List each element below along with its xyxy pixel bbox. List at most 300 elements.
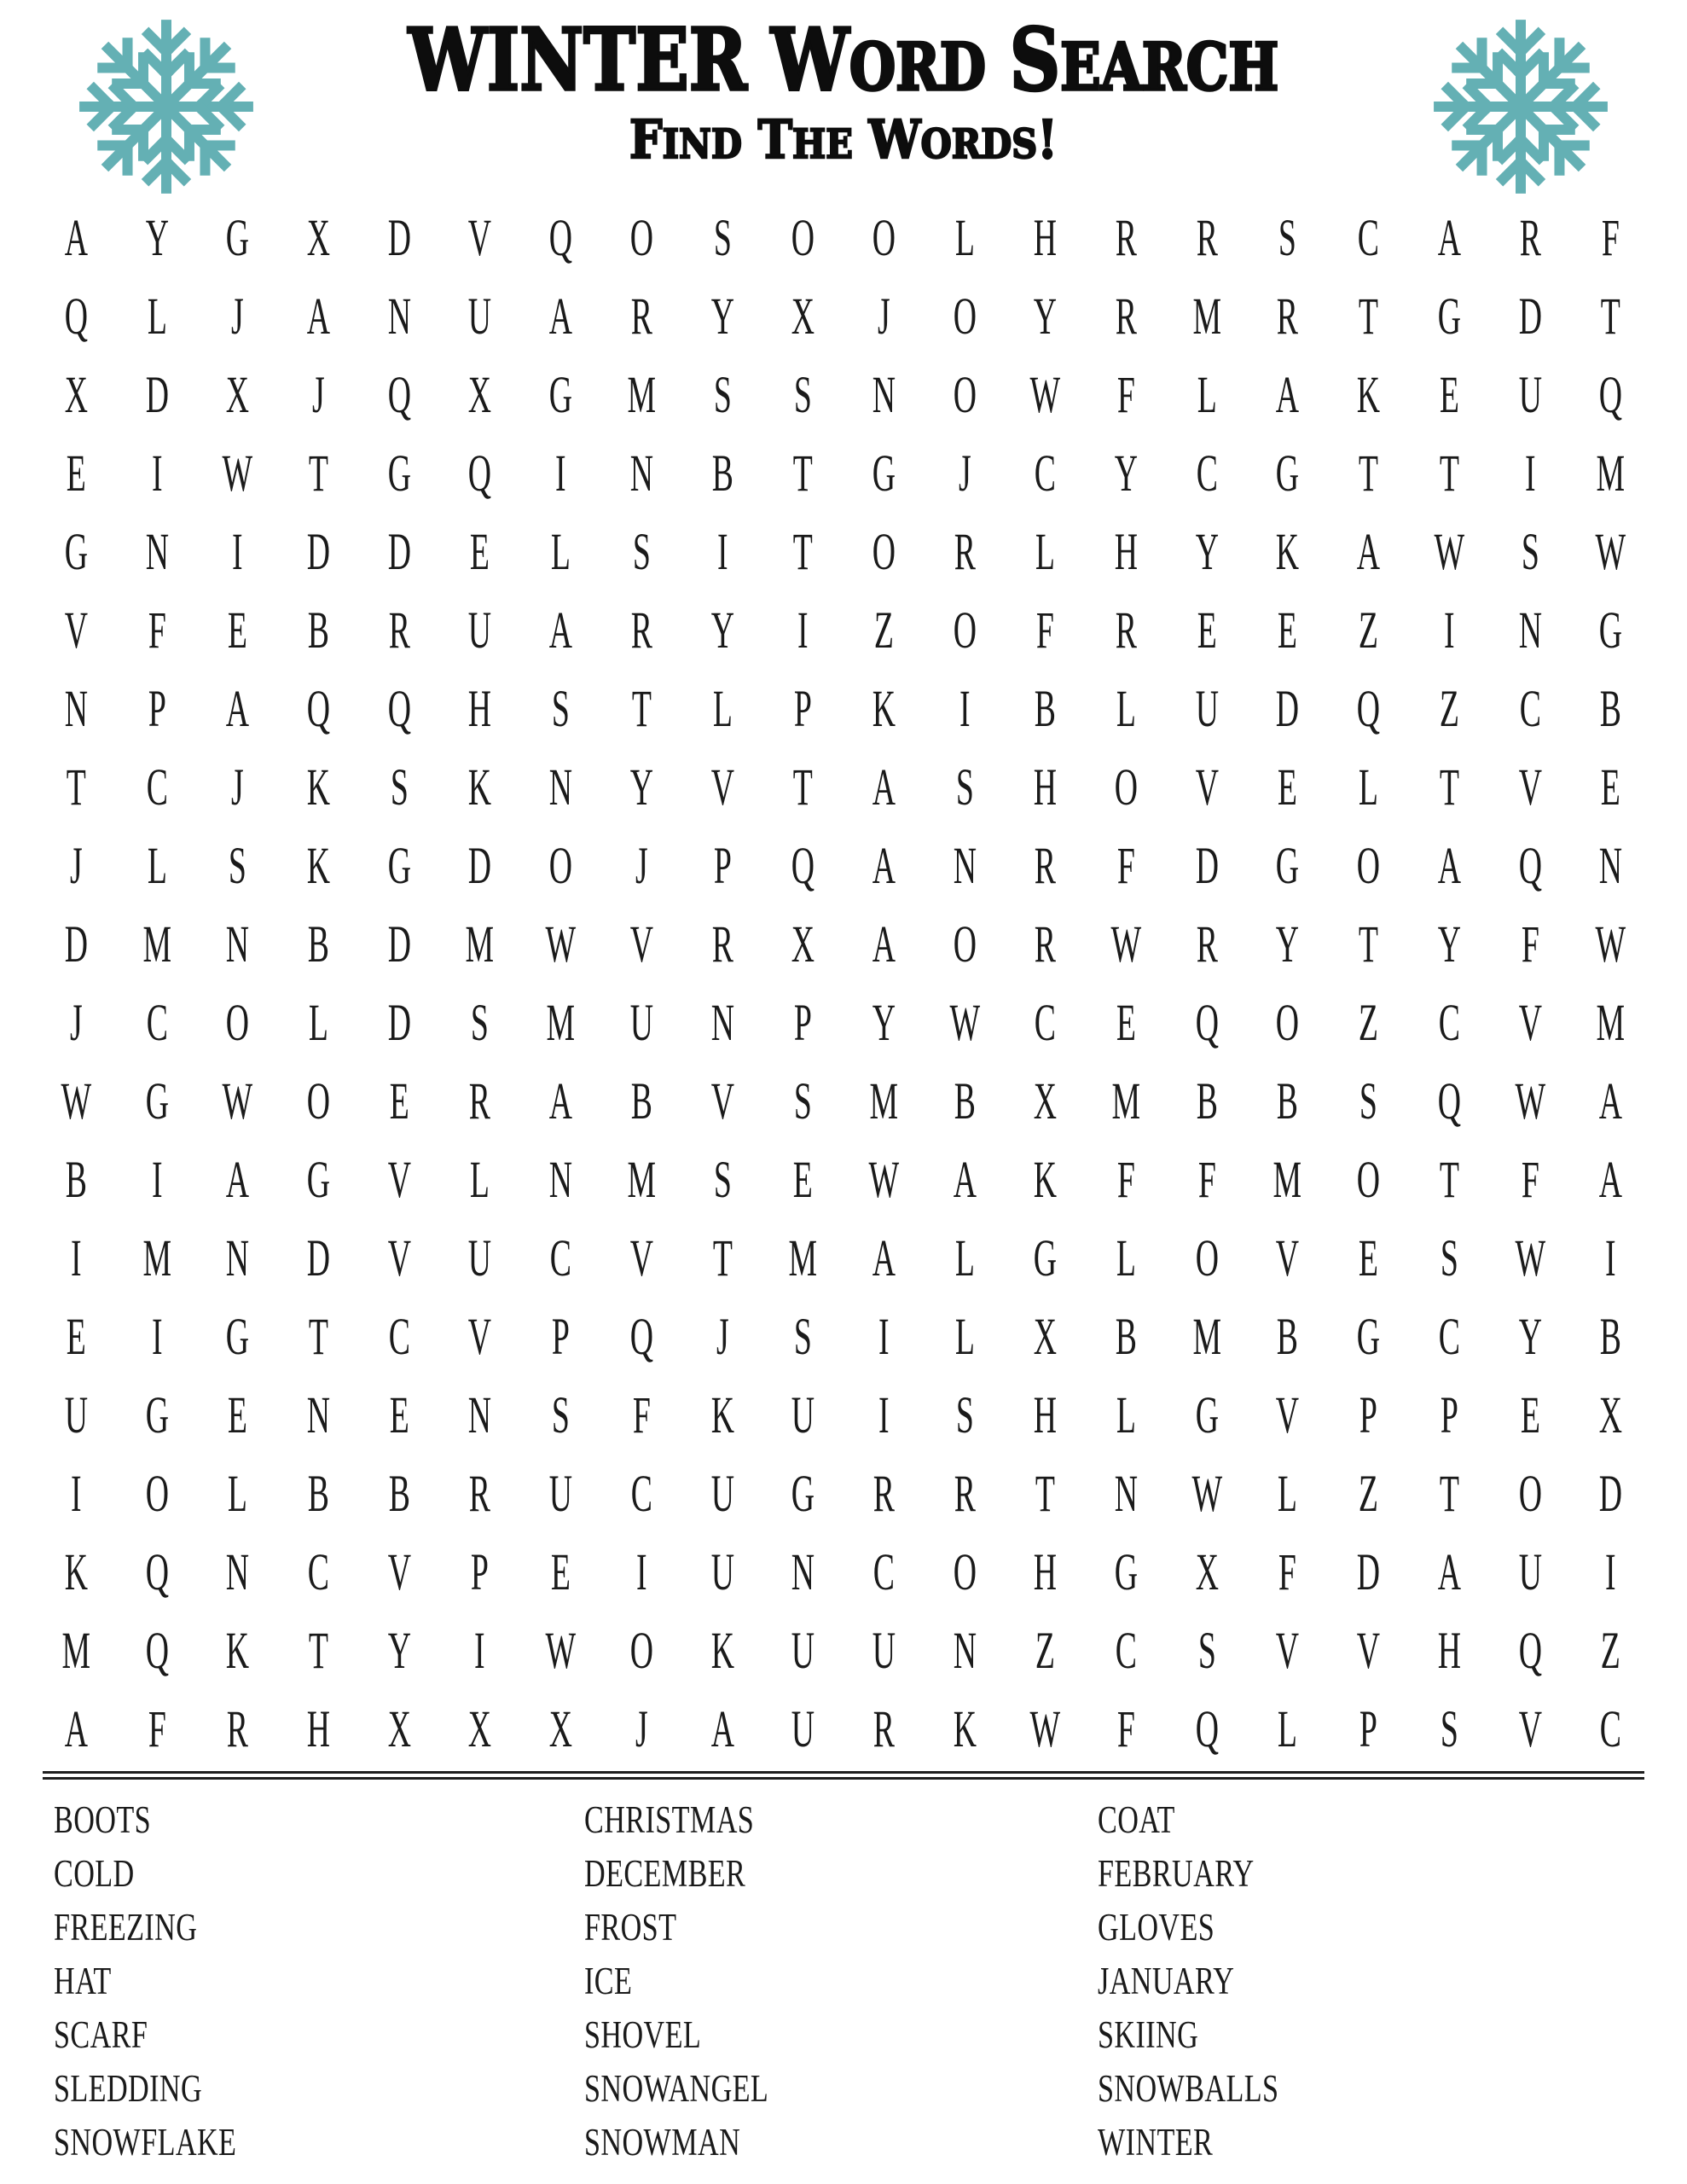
word-item: FROST (584, 1906, 677, 1949)
grid-cell: L (1116, 1228, 1136, 1287)
grid-cell: C (1035, 992, 1057, 1051)
grid-cell: T (1601, 286, 1621, 345)
grid-cell: S (1359, 1071, 1378, 1130)
grid-cell: G (145, 1071, 169, 1130)
grid-cell: R (1115, 207, 1138, 266)
snowflake-right-icon (1428, 14, 1614, 200)
grid-cell: Y (1276, 914, 1300, 973)
grid-cell: K (306, 835, 331, 894)
grid-cell: W (1191, 1463, 1222, 1522)
grid-cell: W (1595, 521, 1626, 580)
grid-cell: U (791, 1385, 815, 1443)
grid-cell: U (710, 1542, 734, 1600)
grid-cell: K (953, 1699, 977, 1757)
grid-cell: G (872, 443, 896, 502)
grid-cell: B (630, 1071, 652, 1130)
grid-cell: F (1197, 1149, 1216, 1208)
grid-cell: E (1601, 757, 1621, 816)
grid-cell: M (1192, 286, 1221, 345)
grid-cell: I (878, 1385, 890, 1443)
grid-cell: G (1437, 286, 1461, 345)
grid-cell: R (630, 600, 652, 659)
grid-cell: D (1356, 1542, 1381, 1600)
grid-cell: C (146, 757, 168, 816)
grid-cell: H (1034, 1542, 1058, 1600)
grid-cell: R (711, 914, 733, 973)
grid-cell: A (548, 286, 573, 345)
word-item: SHOVEL (584, 2013, 702, 2056)
grid-cell: G (1276, 835, 1300, 894)
grid-cell: N (226, 914, 250, 973)
grid-cell: M (788, 1228, 818, 1287)
grid-cell: G (1599, 600, 1623, 659)
grid-cell: A (226, 678, 250, 737)
grid-cell: N (872, 364, 896, 423)
grid-cell: A (1599, 1149, 1623, 1208)
page-header (0, 0, 1687, 198)
grid-cell: O (1114, 757, 1139, 816)
grid-cell: D (387, 914, 411, 973)
grid-cell: Q (1195, 1699, 1219, 1757)
grid-cell: O (1356, 1149, 1381, 1208)
grid-cell: T (793, 521, 814, 580)
grid-cell: N (791, 1542, 815, 1600)
word-item: CHRISTMAS (584, 1798, 755, 1841)
grid-cell: X (1034, 1071, 1058, 1130)
grid-cell: E (1520, 1385, 1540, 1443)
grid-cell: E (793, 1149, 814, 1208)
grid-cell: N (226, 1228, 250, 1287)
grid-cell: S (713, 207, 732, 266)
grid-cell: I (151, 443, 163, 502)
grid-cell: M (627, 1149, 657, 1208)
grid-cell: I (1605, 1228, 1616, 1287)
grid-cell: W (1515, 1071, 1545, 1130)
grid-cell: U (791, 1699, 815, 1757)
grid-cell: E (551, 1542, 571, 1600)
grid-cell: X (791, 286, 815, 345)
grid-cell: Q (548, 207, 573, 266)
grid-cell: R (1196, 207, 1218, 266)
grid-cell: W (1029, 364, 1061, 423)
grid-cell: Y (1195, 521, 1219, 580)
grid-cell: A (64, 207, 88, 266)
grid-cell: R (872, 1699, 895, 1757)
grid-cell: O (953, 286, 977, 345)
grid-cell: S (955, 1385, 974, 1443)
grid-cell: D (1276, 678, 1300, 737)
grid-cell: K (64, 1542, 88, 1600)
grid-cell: A (953, 1149, 977, 1208)
grid-cell: L (551, 521, 571, 580)
grid-cell: V (64, 600, 88, 659)
grid-cell: P (1359, 1385, 1378, 1443)
grid-cell: M (142, 1228, 171, 1287)
grid-cell: J (958, 443, 971, 502)
grid-cell: J (231, 757, 245, 816)
grid-cell: I (232, 521, 244, 580)
grid-cell: T (1439, 443, 1459, 502)
grid-cell: F (1116, 1699, 1135, 1757)
grid-cell: I (151, 1306, 163, 1365)
grid-cell: B (307, 600, 330, 659)
grid-cell: S (713, 364, 732, 423)
grid-cell: S (632, 521, 651, 580)
grid-cell: H (1034, 757, 1058, 816)
grid-cell: E (228, 1385, 248, 1443)
grid-cell: V (1195, 757, 1219, 816)
grid-cell: E (1278, 600, 1298, 659)
grid-cell: R (954, 521, 976, 580)
word-column (54, 1793, 584, 2169)
grid-cell: Q (145, 1620, 169, 1679)
grid-cell: J (635, 1699, 648, 1757)
grid-cell: N (1518, 600, 1542, 659)
grid-cell: T (1359, 286, 1379, 345)
grid-cell: D (145, 364, 169, 423)
grid-cell: S (1197, 1620, 1216, 1679)
grid-cell: Q (1518, 1620, 1542, 1679)
grid-cell: O (872, 521, 896, 580)
grid-cell: E (1116, 992, 1136, 1051)
grid-cell: W (1029, 1699, 1061, 1757)
grid-cell: Q (1437, 1071, 1461, 1130)
grid-cell: M (142, 914, 171, 973)
grid-cell: O (1276, 992, 1300, 1051)
grid-cell: B (954, 1071, 976, 1130)
grid-cell: L (1278, 1463, 1298, 1522)
grid-cell: B (388, 1463, 410, 1522)
grid-cell: W (868, 1149, 900, 1208)
word-item: DECEMBER (584, 1852, 746, 1895)
grid-cell: L (147, 286, 167, 345)
grid-cell: S (794, 1071, 813, 1130)
grid-cell: E (1439, 364, 1459, 423)
grid-cell: M (1596, 992, 1626, 1051)
grid-cell: W (1595, 914, 1626, 973)
grid-cell: T (793, 757, 814, 816)
grid-cell: L (147, 835, 167, 894)
grid-cell: R (1035, 835, 1057, 894)
grid-cell: W (222, 443, 253, 502)
grid-cell: A (872, 914, 896, 973)
grid-cell: D (468, 835, 492, 894)
grid-cell: J (231, 286, 245, 345)
grid-cell: W (222, 1071, 253, 1130)
word-item: FREEZING (54, 1906, 198, 1949)
grid-cell: B (1196, 1071, 1218, 1130)
grid-cell: N (953, 1620, 977, 1679)
grid-cell: B (1115, 1306, 1138, 1365)
grid-cell: X (1599, 1385, 1623, 1443)
grid-cell: O (145, 1463, 169, 1522)
grid-cell: M (466, 914, 495, 973)
grid-cell: T (793, 443, 814, 502)
grid-cell: J (69, 992, 83, 1051)
grid-cell: Y (1518, 1306, 1542, 1365)
grid-cell: C (1196, 443, 1218, 502)
grid-cell: U (548, 1463, 573, 1522)
grid-cell: E (228, 600, 248, 659)
grid-cell: N (387, 286, 411, 345)
grid-cell: U (1195, 678, 1219, 737)
grid-cell: F (148, 600, 166, 659)
grid-cell: A (1437, 835, 1461, 894)
grid-cell: R (1519, 207, 1541, 266)
grid-cell: W (1515, 1228, 1545, 1287)
grid-cell: C (630, 1463, 652, 1522)
grid-cell: V (1276, 1620, 1300, 1679)
grid-cell: D (387, 521, 411, 580)
grid-cell: M (627, 364, 657, 423)
word-item: SNOWBALLS (1098, 2067, 1279, 2110)
grid-cell: F (148, 1699, 166, 1757)
grid-cell: L (1116, 1385, 1136, 1443)
word-column (584, 1793, 1098, 2169)
grid-cell: V (1356, 1620, 1381, 1679)
grid-cell: C (1438, 1306, 1460, 1365)
grid-cell: D (387, 207, 411, 266)
grid-cell: W (545, 1620, 577, 1679)
grid-cell: R (227, 1699, 249, 1757)
grid-cell: I (71, 1463, 82, 1522)
grid-cell: K (1356, 364, 1381, 423)
grid-cell: M (869, 1071, 899, 1130)
grid-cell: R (872, 1463, 895, 1522)
grid-cell: T (1439, 1149, 1459, 1208)
grid-cell: A (548, 1071, 573, 1130)
grid-cell: E (1197, 600, 1217, 659)
grid-cell: P (471, 1542, 490, 1600)
grid-cell: V (387, 1228, 411, 1287)
grid-cell: S (713, 1149, 732, 1208)
word-item: COAT (1098, 1798, 1175, 1841)
grid-cell: F (632, 1385, 651, 1443)
grid-cell: Z (1359, 992, 1379, 1051)
grid-cell: U (468, 1228, 492, 1287)
grid-cell: N (145, 521, 169, 580)
grid-cell: G (1195, 1385, 1219, 1443)
grid-cell: O (306, 1071, 331, 1130)
grid-cell: L (308, 992, 328, 1051)
grid-cell: V (468, 207, 492, 266)
grid-cell: R (469, 1463, 491, 1522)
grid-cell: A (1437, 1542, 1461, 1600)
grid-cell: G (1114, 1542, 1139, 1600)
grid-cell: X (1034, 1306, 1058, 1365)
grid-cell: V (468, 1306, 492, 1365)
grid-cell: B (65, 1149, 87, 1208)
grid-cell: T (1439, 1463, 1459, 1522)
grid-cell: Q (1518, 835, 1542, 894)
word-item: ICE (584, 1960, 633, 2002)
grid-cell: E (389, 1385, 409, 1443)
grid-cell: E (66, 1306, 86, 1365)
grid-cell: B (1277, 1071, 1299, 1130)
snowflake-left-icon (73, 14, 259, 200)
grid-cell: Y (629, 757, 653, 816)
grid-cell: P (713, 835, 732, 894)
grid-cell: L (1197, 364, 1217, 423)
grid-cell: A (1356, 521, 1381, 580)
grid-cell: I (1524, 443, 1536, 502)
grid-cell: K (226, 1620, 250, 1679)
grid-cell: L (954, 1228, 975, 1287)
grid-cell: X (387, 1699, 411, 1757)
grid-cell: I (959, 678, 971, 737)
grid-cell: E (470, 521, 490, 580)
grid-cell: V (387, 1149, 411, 1208)
grid-cell: W (61, 1071, 92, 1130)
grid-cell: O (1356, 835, 1381, 894)
word-item: SKIING (1098, 2013, 1199, 2056)
grid-cell: Y (1437, 914, 1461, 973)
grid-cell: K (872, 678, 896, 737)
grid-cell: O (1195, 1228, 1219, 1287)
grid-cell: F (1602, 207, 1620, 266)
grid-cell: M (546, 992, 576, 1051)
grid-cell: I (635, 1542, 647, 1600)
grid-cell: G (1356, 1306, 1381, 1365)
grid-cell: L (954, 207, 975, 266)
grid-cell: F (1521, 914, 1539, 973)
grid-cell: A (710, 1699, 734, 1757)
word-column (1098, 1793, 1609, 2169)
grid-cell: V (1276, 1228, 1300, 1287)
grid-cell: B (1277, 1306, 1299, 1365)
grid-cell: U (468, 286, 492, 345)
grid-cell: V (710, 1071, 734, 1130)
grid-cell: G (387, 443, 411, 502)
grid-cell: F (1036, 600, 1055, 659)
grid-cell: I (878, 1306, 890, 1365)
grid-cell: Q (791, 835, 815, 894)
grid-cell: N (64, 678, 88, 737)
grid-cell: D (1518, 286, 1542, 345)
grid-cell: N (1599, 835, 1623, 894)
grid-cell: C (307, 1542, 330, 1600)
grid-cell: D (1599, 1463, 1623, 1522)
grid-cell: D (1195, 835, 1219, 894)
grid-cell: C (1115, 1620, 1138, 1679)
grid-cell: J (716, 1306, 729, 1365)
grid-cell: C (872, 1542, 895, 1600)
grid-cell: P (552, 1306, 571, 1365)
grid-cell: F (1278, 1542, 1297, 1600)
letter-grid (36, 198, 1651, 1768)
grid-cell: C (388, 1306, 410, 1365)
grid-cell: Y (710, 286, 734, 345)
grid-cell: R (469, 1071, 491, 1130)
grid-cell: V (1518, 1699, 1542, 1757)
grid-cell: O (548, 835, 573, 894)
grid-cell: O (629, 1620, 653, 1679)
grid-cell: T (712, 1228, 733, 1287)
grid-cell: K (710, 1385, 734, 1443)
grid-cell: M (1596, 443, 1626, 502)
title-block (259, 9, 1428, 171)
grid-cell: G (387, 835, 411, 894)
grid-cell: G (226, 207, 250, 266)
grid-cell: Z (1439, 678, 1459, 737)
grid-cell: R (954, 1463, 976, 1522)
grid-cell: X (1195, 1542, 1219, 1600)
grid-cell: I (1605, 1542, 1616, 1600)
grid-cell: S (794, 1306, 813, 1365)
grid-cell: E (1359, 1228, 1379, 1287)
grid-cell: S (955, 757, 974, 816)
word-item: COLD (54, 1852, 135, 1895)
grid-cell: W (1434, 521, 1465, 580)
grid-cell: T (308, 443, 328, 502)
grid-cell: R (1277, 286, 1299, 345)
grid-cell: O (226, 992, 250, 1051)
grid-cell: Z (1035, 1620, 1056, 1679)
grid-cell: X (468, 1699, 492, 1757)
grid-cell: P (1359, 1699, 1378, 1757)
grid-cell: U (629, 992, 653, 1051)
grid-cell: C (1600, 1699, 1622, 1757)
grid-cell: T (66, 757, 86, 816)
grid-cell: I (555, 443, 566, 502)
grid-cell: A (872, 757, 896, 816)
word-item: JANUARY (1098, 1960, 1235, 2002)
grid-cell: R (388, 600, 410, 659)
grid-cell: D (387, 992, 411, 1051)
grid-cell: N (548, 757, 573, 816)
grid-cell: R (1115, 600, 1138, 659)
grid-cell: A (872, 835, 896, 894)
grid-cell: L (1116, 678, 1136, 737)
grid-cell: O (953, 364, 977, 423)
grid-cell: G (1034, 1228, 1058, 1287)
grid-cell: T (1359, 443, 1379, 502)
word-list-separator (43, 1771, 1644, 1780)
grid-cell: A (1599, 1071, 1623, 1130)
grid-cell: N (629, 443, 653, 502)
grid-cell: S (390, 757, 409, 816)
word-item: FEBRUARY (1098, 1852, 1255, 1895)
page-subtitle: FIND THE WORDS! (629, 108, 1058, 171)
grid-cell: P (794, 678, 813, 737)
grid-cell: T (308, 1620, 328, 1679)
grid-cell: H (1034, 207, 1058, 266)
grid-cell: H (306, 1699, 331, 1757)
grid-cell: E (389, 1071, 409, 1130)
grid-cell: I (797, 600, 809, 659)
word-item: SNOWFLAKE (54, 2121, 237, 2164)
grid-cell: L (1035, 521, 1056, 580)
grid-cell: A (1437, 207, 1461, 266)
grid-cell: C (1519, 678, 1541, 737)
grid-cell: D (306, 521, 331, 580)
grid-cell: B (711, 443, 733, 502)
grid-cell: N (468, 1385, 492, 1443)
word-item: SNOWMAN (584, 2121, 741, 2164)
grid-cell: C (1438, 992, 1460, 1051)
grid-cell: Y (145, 207, 169, 266)
grid-cell: K (710, 1620, 734, 1679)
grid-cell: X (64, 364, 88, 423)
grid-cell: F (1521, 1149, 1539, 1208)
grid-cell: S (229, 835, 247, 894)
grid-cell: L (1359, 757, 1379, 816)
grid-cell: A (1276, 364, 1300, 423)
grid-cell: V (387, 1542, 411, 1600)
grid-cell: Q (1356, 678, 1381, 737)
grid-cell: O (629, 207, 653, 266)
grid-cell: Q (1195, 992, 1219, 1051)
